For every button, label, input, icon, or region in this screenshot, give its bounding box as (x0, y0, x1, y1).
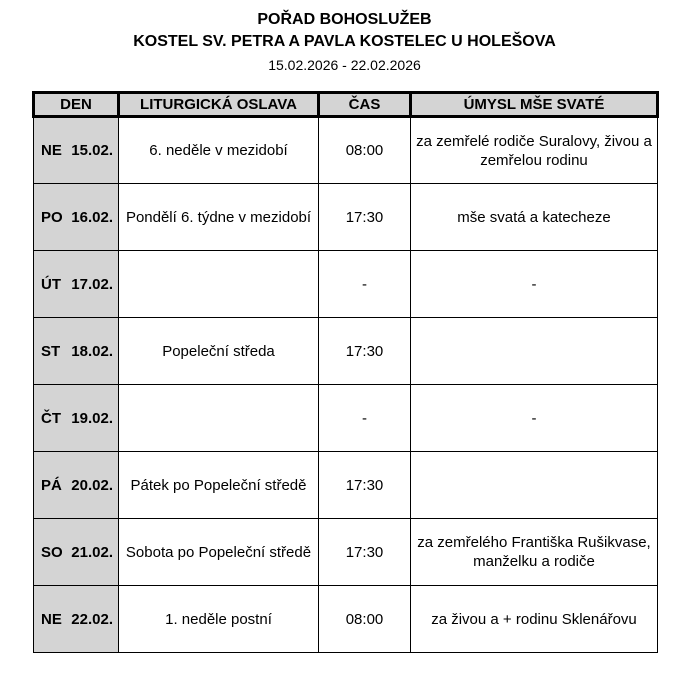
time-cell: - (319, 385, 411, 452)
day-date: 22.02. (71, 610, 113, 628)
intention-cell: - (411, 251, 658, 318)
table-row (34, 117, 658, 184)
day-abbreviation: ST (41, 342, 61, 360)
day-abbreviation: PO (41, 208, 63, 226)
day-abbreviation: SO (41, 543, 63, 561)
day-wrap (36, 477, 116, 494)
table-row (34, 318, 658, 385)
day-date: 19.02. (71, 409, 113, 427)
table-row (34, 519, 658, 586)
page-title: POŘAD BOHOSLUŽEB (257, 11, 432, 28)
day-abbreviation: ÚT (41, 275, 61, 293)
table-row (34, 385, 658, 452)
intention-cell: za zemřelé rodiče Suralovy, živou a zemřelou rodinu (411, 117, 658, 184)
day-date: 20.02. (71, 476, 113, 494)
day-date: 17.02. (71, 275, 113, 293)
intention-cell (411, 452, 658, 519)
intention-cell: - (411, 385, 658, 452)
time-cell: - (319, 251, 411, 318)
table-header-row (34, 93, 658, 117)
celebration-cell: Sobota po Popeleční středě (119, 519, 319, 586)
table-row (34, 586, 658, 653)
day-cell (34, 586, 119, 653)
column-header-day: DEN (34, 93, 119, 117)
time-cell: 17:30 (319, 318, 411, 385)
table-row (34, 452, 658, 519)
day-cell (34, 452, 119, 519)
day-abbreviation: PÁ (41, 476, 62, 494)
day-abbreviation: NE (41, 142, 62, 159)
day-date: 21.02. (71, 543, 113, 561)
title-block (0, 0, 689, 75)
time-cell: 08:00 (319, 117, 411, 184)
day-cell (34, 117, 119, 184)
table-row (34, 184, 658, 251)
schedule-table-body (34, 117, 658, 653)
time-cell: 17:30 (319, 184, 411, 251)
celebration-cell: Popeleční středa (119, 318, 319, 385)
day-cell (34, 318, 119, 385)
day-wrap (36, 544, 116, 561)
day-wrap (36, 276, 116, 293)
day-wrap (36, 410, 116, 427)
day-wrap (36, 209, 116, 226)
day-cell (34, 519, 119, 586)
intention-cell: za zemřelého Františka Rušikvase, manželku a rodiče (411, 519, 658, 586)
day-wrap (36, 611, 116, 628)
column-header-time: ČAS (319, 93, 411, 117)
day-cell (34, 385, 119, 452)
time-cell: 17:30 (319, 452, 411, 519)
day-date: 15.02. (71, 142, 113, 159)
day-wrap (36, 343, 116, 360)
celebration-cell (119, 385, 319, 452)
day-date: 18.02. (71, 342, 113, 360)
day-abbreviation: ČT (41, 409, 61, 427)
day-cell (34, 251, 119, 318)
time-cell: 17:30 (319, 519, 411, 586)
page-subtitle: KOSTEL SV. PETRA A PAVLA KOSTELEC U HOLEŠOVA (133, 33, 556, 50)
column-header-intention: ÚMYSL MŠE SVATÉ (411, 93, 658, 117)
celebration-cell: 1. neděle postní (119, 586, 319, 653)
celebration-cell: Pondělí 6. týdne v mezidobí (119, 184, 319, 251)
day-wrap (36, 142, 116, 159)
table-row (34, 251, 658, 318)
celebration-cell (119, 251, 319, 318)
day-cell (34, 184, 119, 251)
date-range: 15.02.2026 - 22.02.2026 (268, 57, 421, 73)
day-abbreviation: NE (41, 610, 62, 628)
day-date: 16.02. (71, 208, 113, 226)
intention-cell: za živou a + rodinu Sklenářovu (411, 586, 658, 653)
column-header-celebration: LITURGICKÁ OSLAVA (119, 93, 319, 117)
celebration-cell: Pátek po Popeleční středě (119, 452, 319, 519)
schedule-table (32, 91, 659, 653)
time-cell: 08:00 (319, 586, 411, 653)
intention-cell (411, 318, 658, 385)
intention-cell: mše svatá a katecheze (411, 184, 658, 251)
celebration-cell: 6. neděle v mezidobí (119, 117, 319, 184)
